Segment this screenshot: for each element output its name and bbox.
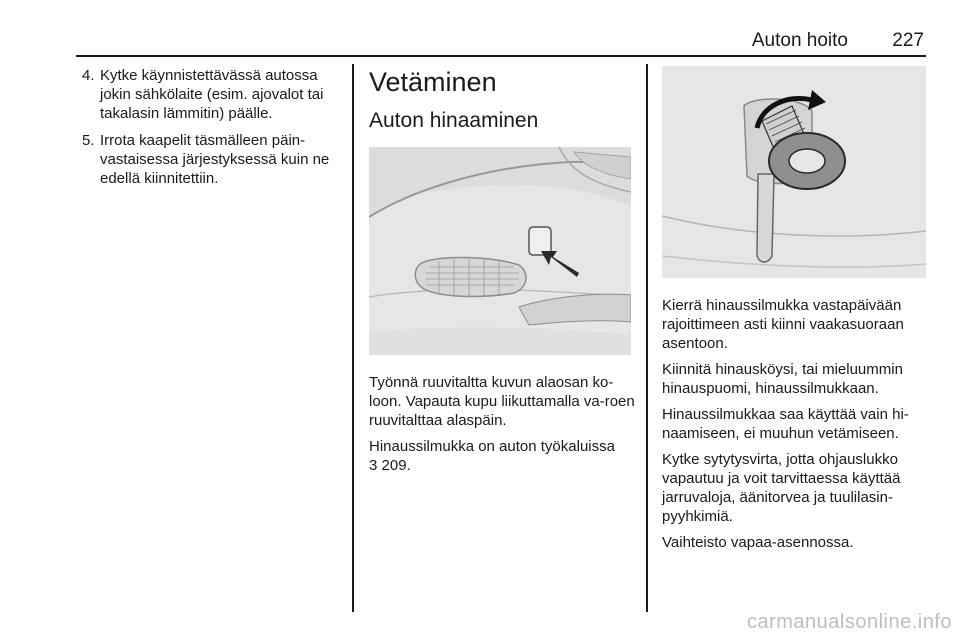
list-item-text: Irrota kaapelit täsmälleen päin-vastaisessa järjestyksessä kuin ne edellä kiinnitettiin. (100, 132, 330, 187)
page-reference-symbol: 3 (369, 457, 378, 474)
section-title: Auton hoito (751, 30, 848, 51)
page-header (0, 24, 960, 54)
column-divider-right (646, 64, 648, 612)
list-item-text: Kytke käynnistettävässä autossa jokin sähkölaite (esim. ajovalot tai takalasin lämmitin) päälle. (100, 67, 324, 122)
page-reference-link[interactable]: 209. (381, 457, 411, 474)
list-item (78, 131, 346, 188)
list-item-number: 5. (82, 132, 95, 149)
paragraph: Kierrä hinaussilmukka vastapäivään rajoittimeen asti kiinni vaakasuoraan asentoon. (662, 297, 904, 352)
paragraph: Kytke sytytysvirta, jotta ohjauslukko vapautuu ja voit tarvittaessa käyttää jarruvaloja, äänitorvea ja tuulilasin-pyyhkimiä. (662, 451, 901, 525)
paragraph (369, 437, 635, 475)
middle-column (369, 64, 635, 482)
bumper-cover-drawing (369, 147, 631, 355)
paragraph: Vaihteisto vapaa-asennossa. (662, 534, 854, 551)
paragraph: Kiinnitä hinausköysi, tai mieluummin hinauspuomi, hinaussilmukkaan. (662, 361, 903, 397)
watermark: carmanualsonline.info (746, 611, 952, 633)
section-heading: Vetäminen (369, 67, 497, 97)
left-column (78, 66, 346, 196)
column-divider-left (352, 64, 354, 612)
page-number: 227 (892, 30, 924, 51)
paragraph: Hinaussilmukkaa saa käyttää vain hi-naamiseen, ei muuhun vetämiseen. (662, 406, 909, 442)
front-bumper-illustration (369, 147, 631, 355)
paragraph-text: Hinaussilmukka on auton työkaluissa (369, 438, 615, 455)
header-rule (76, 55, 926, 57)
paragraph: Työnnä ruuvitaltta kuvun alaosan ko-loon. Vapauta kupu liikuttamalla va-roen ruuvitalttaa alaspäin. (369, 374, 635, 429)
subsection-heading: Auton hinaaminen (369, 109, 539, 132)
tow-eye-illustration (662, 66, 926, 278)
right-column (662, 64, 932, 559)
tow-eye-drawing (662, 66, 926, 278)
list-item-number: 4. (82, 67, 95, 84)
list-item (78, 66, 346, 123)
